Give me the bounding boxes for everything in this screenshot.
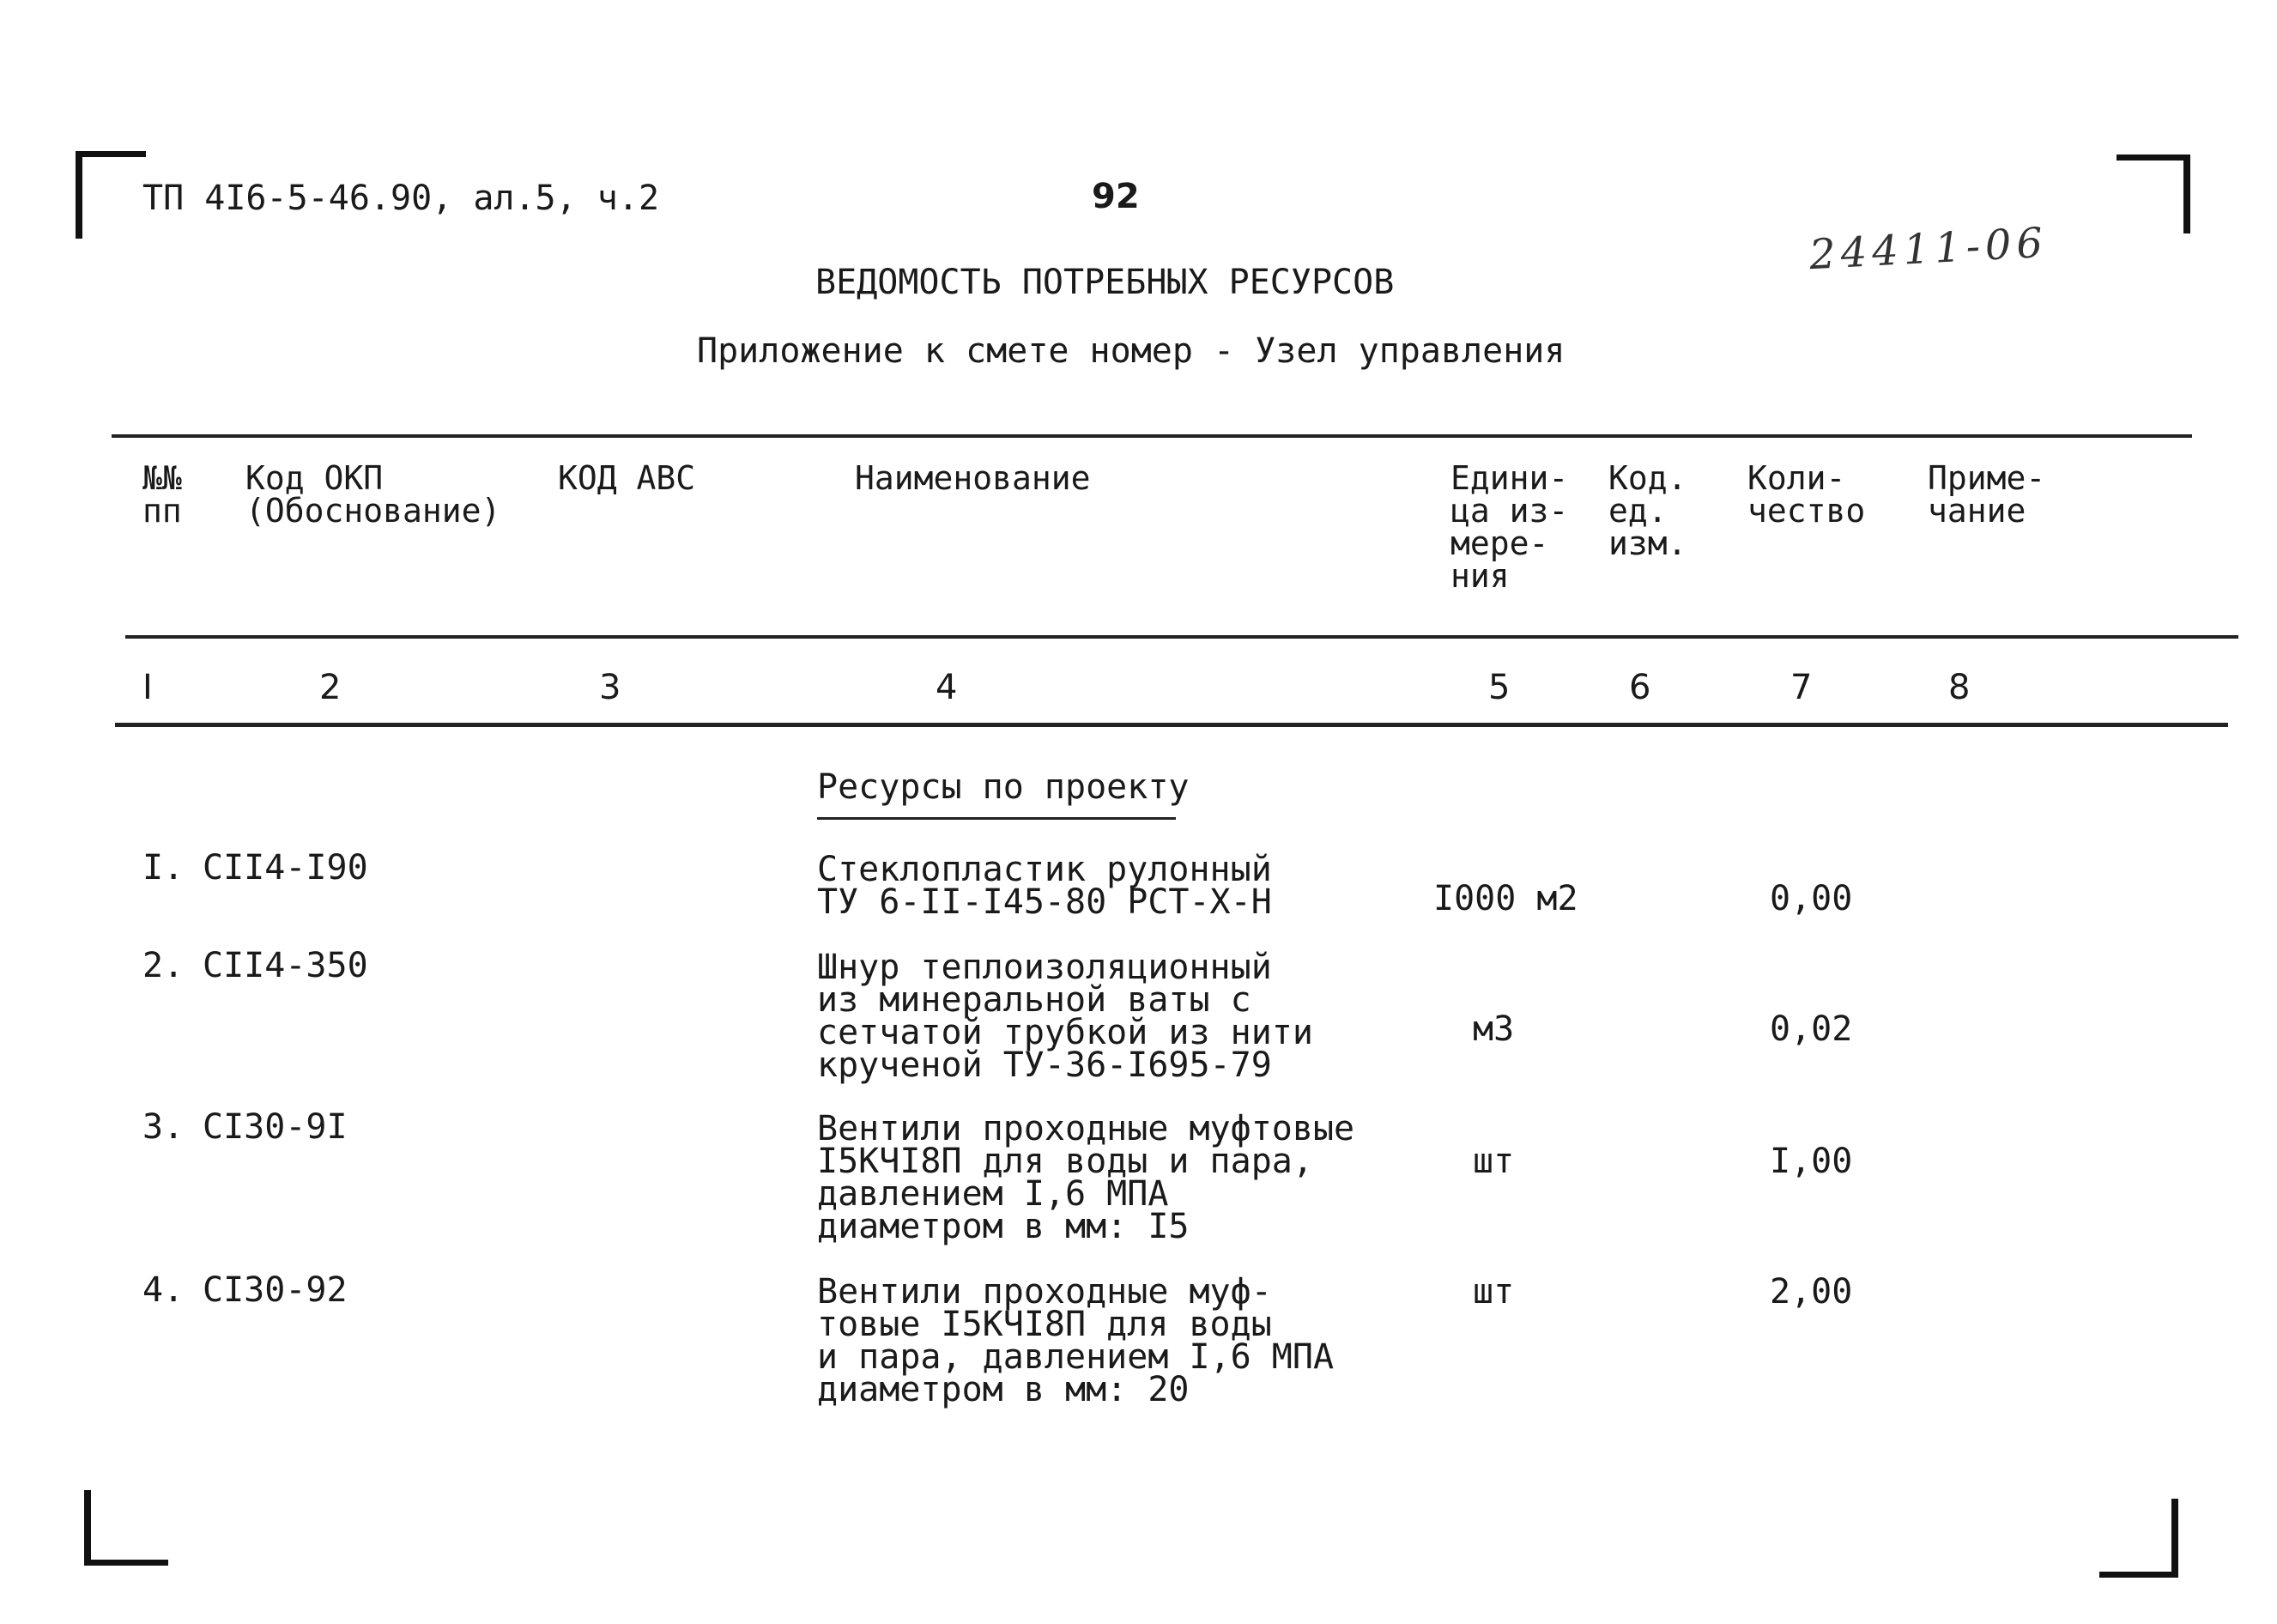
row-1-index: I. [142,848,185,888]
column-header-abc-code: КОД АВС [558,459,696,497]
doc-reference: ТП 4I6-5-46.90, ал.5, ч.2 [142,179,660,218]
row-1-quantity: 0,00 [1770,879,1853,918]
row-3-index: 3. [142,1107,185,1147]
corner-mark-bottom-left [84,1490,91,1566]
column-number-4: 4 [936,668,958,707]
row-3-name: Вентили проходные муфтовые I5КЧI8П для воды и пара, давлением I,6 МПА диаметром в мм: I5 [817,1109,1355,1246]
row-2-unit: м3 [1473,1009,1515,1049]
header-bottom-rule [125,635,2238,639]
column-header-quantity: Коли- чество [1747,459,1866,530]
column-number-8: 8 [1948,668,1971,707]
column-header-note: Приме- чание [1928,459,2046,530]
row-3-code: СI30-9I [203,1107,348,1147]
document-title: ВЕДОМОСТЬ ПОТРЕБНЫХ РЕСУРСОВ [815,263,1395,302]
column-number-3: 3 [599,668,621,707]
row-1-name: Стеклопластик рулонный ТУ 6-II-I45-80 РСТ-Х-Н [817,850,1272,922]
row-2-quantity: 0,02 [1770,1009,1853,1049]
column-number-5: 5 [1488,668,1511,707]
row-4-quantity: 2,00 [1770,1272,1853,1312]
page-number: 92 [1092,177,1140,216]
column-number-2: 2 [319,668,342,707]
row-2-name: Шнур теплоизоляционный из минеральной ваты с сетчатой трубкой из нити крученой ТУ-36-I695-79 [817,948,1313,1085]
row-4-unit: шт [1473,1272,1515,1312]
row-1-code: СII4-I90 [203,848,368,888]
row-4-index: 4. [142,1270,185,1310]
column-number-1: I [142,668,153,707]
column-numbers-bottom-rule [115,723,2228,727]
document-subtitle: Приложение к смете номер - Узел управления [697,331,1565,371]
column-header-unit: Едини- ца из- мере- ния [1450,459,1569,595]
column-header-number: №№ пп [142,459,182,530]
row-3-quantity: I,00 [1770,1142,1853,1181]
row-3-unit: шт [1473,1142,1515,1181]
row-4-code: СI30-92 [203,1270,348,1310]
corner-mark-top-right-horizontal [2117,155,2190,161]
section-title: Ресурсы по проекту [817,767,1190,807]
corner-mark-bottom-right-horizontal [2099,1572,2178,1578]
table-top-rule [112,434,2192,438]
corner-mark-top-right [2183,155,2190,233]
column-number-6: 6 [1629,668,1651,707]
section-title-underline [817,817,1176,820]
corner-mark-top-left-horizontal [76,151,146,157]
column-number-7: 7 [1790,668,1813,707]
row-2-index: 2. [142,946,185,985]
corner-mark-top-left [76,151,82,239]
row-4-name: Вентили проходные муф- товые I5КЧI8П для воды и пара, давлением I,6 МПА диаметром в мм: 20 [817,1272,1335,1409]
column-header-name: Наименование [855,459,1091,497]
corner-mark-bottom-left-horizontal [84,1560,168,1566]
corner-mark-bottom-right [2171,1499,2178,1578]
handwritten-code: 24411-06 [1808,218,2050,280]
row-1-unit: I000 м2 [1433,879,1578,918]
column-header-unit-code: Код. ед. изм. [1608,459,1687,562]
column-header-okp-code: Код ОКП (Обоснование) [245,459,501,530]
row-2-code: СII4-350 [203,946,368,985]
